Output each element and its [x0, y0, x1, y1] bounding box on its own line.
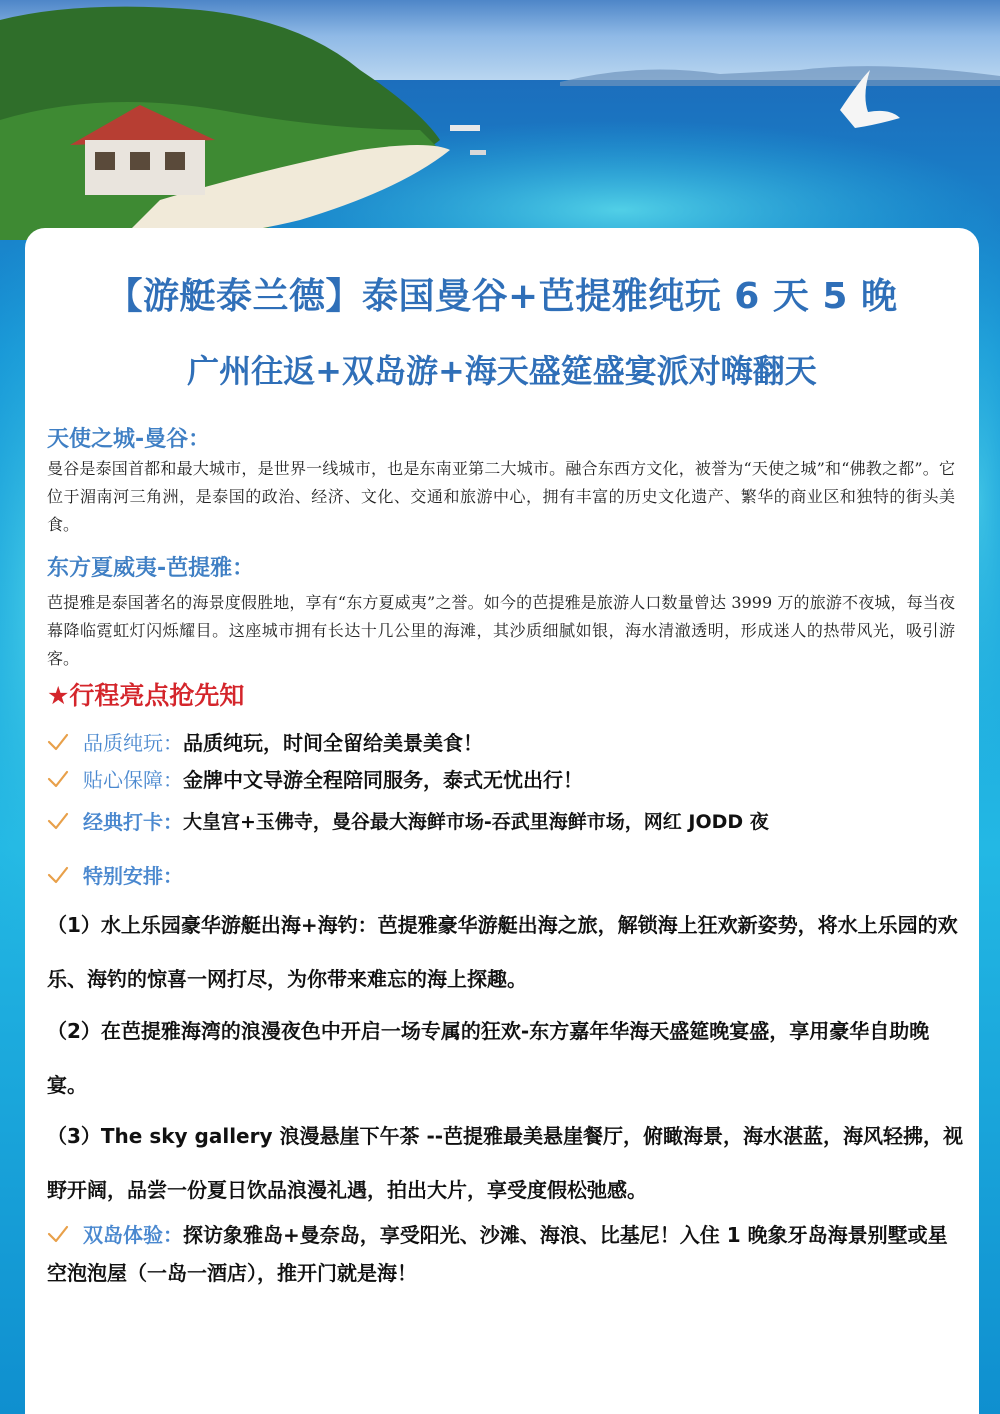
special-arrangements-label: [47, 860, 183, 889]
double-island-text: 探访象雅岛+曼奈岛，享受阳光、沙滩、海浪、比基尼！入住 1 晚象牙岛海景别墅或星空泡泡屋（一岛一酒店），推开门就是海！: [47, 1223, 948, 1285]
checkmark-icon: [47, 1223, 69, 1245]
special-label: 特别安排：: [83, 864, 183, 888]
highlight-item-classic: [47, 806, 769, 835]
highlight-text: 品质纯玩，时间全留给美景美食！: [183, 731, 483, 755]
page-subtitle: 广州往返+双岛游+海天盛筵盛宴派对嗨翻天: [187, 352, 817, 390]
bangkok-heading: 天使之城-曼谷：: [47, 427, 211, 452]
highlight-text: 金牌中文导游全程陪同服务，泰式无忧出行！: [183, 768, 583, 792]
highlights-title: ★行程亮点抢先知: [47, 681, 245, 710]
highlight-text: 大皇宫+玉佛寺，曼谷最大海鲜市场-吞武里海鲜市场，网红 JODD 夜: [183, 811, 769, 833]
page-title: 【游艇泰兰德】泰国曼谷+芭提雅纯玩 6 天 5 晚: [106, 276, 898, 317]
checkmark-icon: [47, 768, 69, 790]
highlight-item-quality: [47, 727, 483, 756]
highlight-label: 贴心保障：: [83, 768, 183, 792]
highlight-label: 经典打卡：: [83, 810, 183, 834]
highlight-label: 品质纯玩：: [83, 731, 183, 755]
pattaya-heading: 东方夏威夷-芭提雅：: [47, 556, 255, 581]
special-item-1: （1）水上乐园豪华游艇出海+海钓：芭提雅豪华游艇出海之旅，解锁海上狂欢新姿势，将水上乐园的欢乐、海钓的惊喜一网打尽，为你带来难忘的海上探趣。: [47, 913, 958, 991]
double-island-experience: [47, 1216, 967, 1292]
highlight-item-guarantee: [47, 764, 583, 793]
special-item-3: （3）The sky gallery 浪漫悬崖下午茶 --芭提雅最美悬崖餐厅，俯瞰海景，海水湛蓝，海风轻拂，视野开阔，品尝一份夏日饮品浪漫礼遇，拍出大片，享受度假松弛感。: [47, 1124, 964, 1202]
checkmark-icon: [47, 864, 69, 886]
double-island-label: 双岛体验：: [83, 1223, 183, 1247]
checkmark-icon: [47, 810, 69, 832]
checkmark-icon: [47, 731, 69, 753]
bangkok-description: 曼谷是泰国首都和最大城市，是世界一线城市，也是东南亚第二大城市。融合东西方文化，被誉为“天使之城”和“佛教之都”。它位于湄南河三角洲，是泰国的政治、经济、文化、交通和旅游中心，拥有丰富的历史文化遗产、繁华的商业区和独特的街头美食。: [47, 459, 955, 534]
pattaya-description: 芭提雅是泰国著名的海景度假胜地，享有“东方夏威夷”之誉。如今的芭提雅是旅游人口数量曾达 3999 万的旅游不夜城，每当夜幕降临霓虹灯闪烁耀目。这座城市拥有长达十几公里的海滩，其沙质细腻如银，海水清澈透明，形成迷人的热带风光，吸引游客。: [47, 593, 955, 668]
special-item-2: （2）在芭提雅海湾的浪漫夜色中开启一场专属的狂欢-东方嘉年华海天盛筵晚宴盛，享用豪华自助晚宴。: [47, 1019, 930, 1097]
content-card: [25, 228, 979, 1414]
